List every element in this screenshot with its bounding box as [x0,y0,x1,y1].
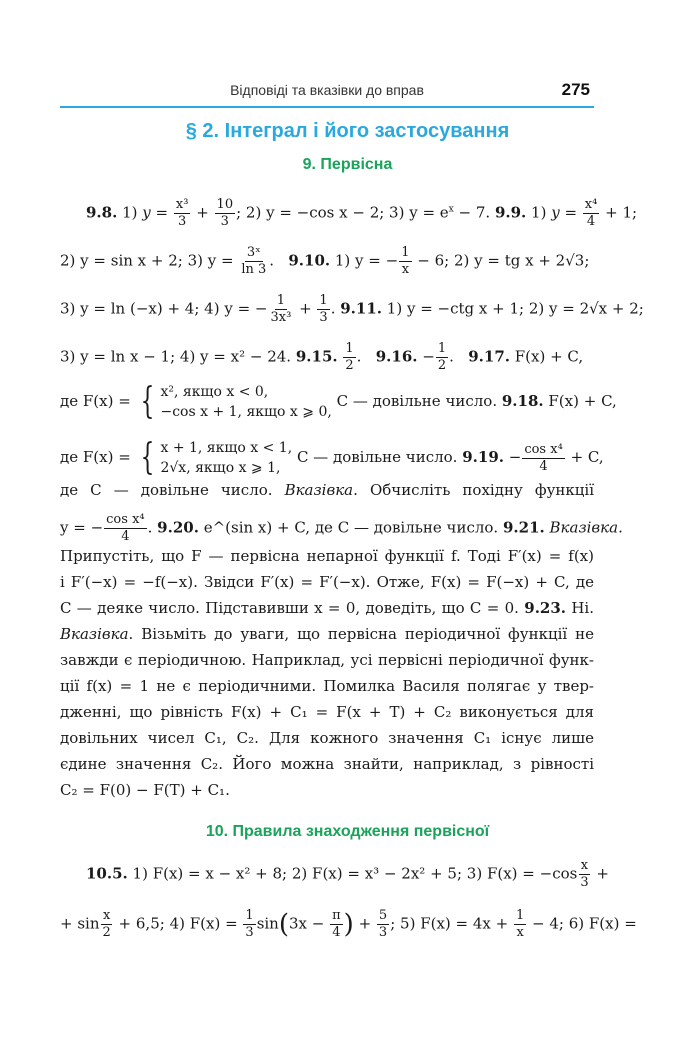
running-title: Відповіді та вказівки до вправ [230,82,424,98]
answer-line: довільних чисел C₁, C₂. Для кожного значення C₁ існує лише [60,729,594,747]
answer-line: 3) y = ln (−x) + 4; 4) y = − $\frac{1}{\text{3x³}}$ + $\frac{1}{3}$ . 9.11. 1) y = −ctg x + 1; 2) y = 2√x + 2; [60,293,644,325]
answer-line: ції f(x) = 1 не є періодичними. Помилка Василя полягає у твер- [60,677,594,695]
answer-line: 10.5. 1) F(x) = x − x² + 8; 2) F(x) = x³ − 2x² + 5; 3) F(x) = −cos $\frac{x}{3}$ + [86,858,609,890]
answer-line: дженні, що рівність F(x) + C₁ = F(x + T) + C₂ виконується для [60,703,594,721]
answer-line: C₂ = F(0) − F(T) + C₁. [60,781,230,799]
answer-line: де F(x) = { x + 1, якщо x < 1, 2√x, якщо x ⩾ 1, C — довільне число. 9.19. − $\frac{\text{cos x⁴}}{4}$ + C, [60,437,604,478]
answer-line: 2) y = sin x + 2; 3) y = $\frac{\text{3ˣ}}{\ln 3}$ . 9.10. 1) y = − $\frac{1}{x}$ − 6; 2) y = tg x + 2√3; [60,245,590,277]
answer-line: Припустіть, що F — первісна непарної функції f. Тоді F′(x) = f(x) [60,547,594,565]
section-title: § 2. Інтеграл і його застосування [185,120,510,142]
answer-line: Вказівка. Візьміть до уваги, що первісна періодичної функції не [60,625,594,643]
answer-line: 9.8. 1) y = $\frac{\text{x³}}{3}$ + $\frac{10}{3}$ ; 2) y = −cos x − 2; 3) $y = e^x - 7$. 9.9. 1) y = $\frac{\text{x⁴}}{4}$ + 1; [86,197,638,229]
answer-line: де F(x) = { x², якщо x < 0, −cos x + 1, якщо x ⩾ 0, C — довільне число. 9.18. F(x) + C, [60,381,617,422]
answer-line: і F′(−x) = −f(−x). Звідси F′(x) = F′(−x). Отже, F(x) = F(−x) + C, де [60,573,594,591]
answer-line: y = − $\frac{\text{cos x⁴}}{4}$ . 9.20. e^(sin x) + C, де C — довільне число. 9.21. Вказівка. [60,512,623,544]
answer-line: єдине значення C₂. Його можна знайти, наприклад, з рівності [60,755,594,773]
subsection-title-9: 9. Первісна [302,156,393,173]
answer-line: 3) y = ln x − 1; 4) y = x² − 24. 9.15. $\frac{1}{2}$ . 9.16. − $\frac{1}{2}$ . 9.17. F(x) + C, [60,341,584,373]
answer-line: завжди є періодичною. Наприклад, усі первісні періодичної функ- [60,651,594,669]
answer-line: C — деяке число. Підставивши x = 0, доведіть, що C = 0. 9.23. Ні. [60,599,595,617]
page-number: 275 [561,80,590,99]
answer-line: + sin $\frac{x}{2}$ + 6,5; 4) F(x) = $\frac{1}{3}$ sin(3x − $\frac{\pi}{4}$ ) + $\frac{5}{3}$ ; 5) F(x) = 4x + $\frac{1}{x}$ − 4; 6) F(x) = [60,908,637,940]
subsection-title-10: 10. Правила знаходження первісної [205,823,490,840]
answer-line: де C — довільне число. Вказівка. Обчисліть похідну функції [60,481,595,499]
page-header [60,78,594,108]
